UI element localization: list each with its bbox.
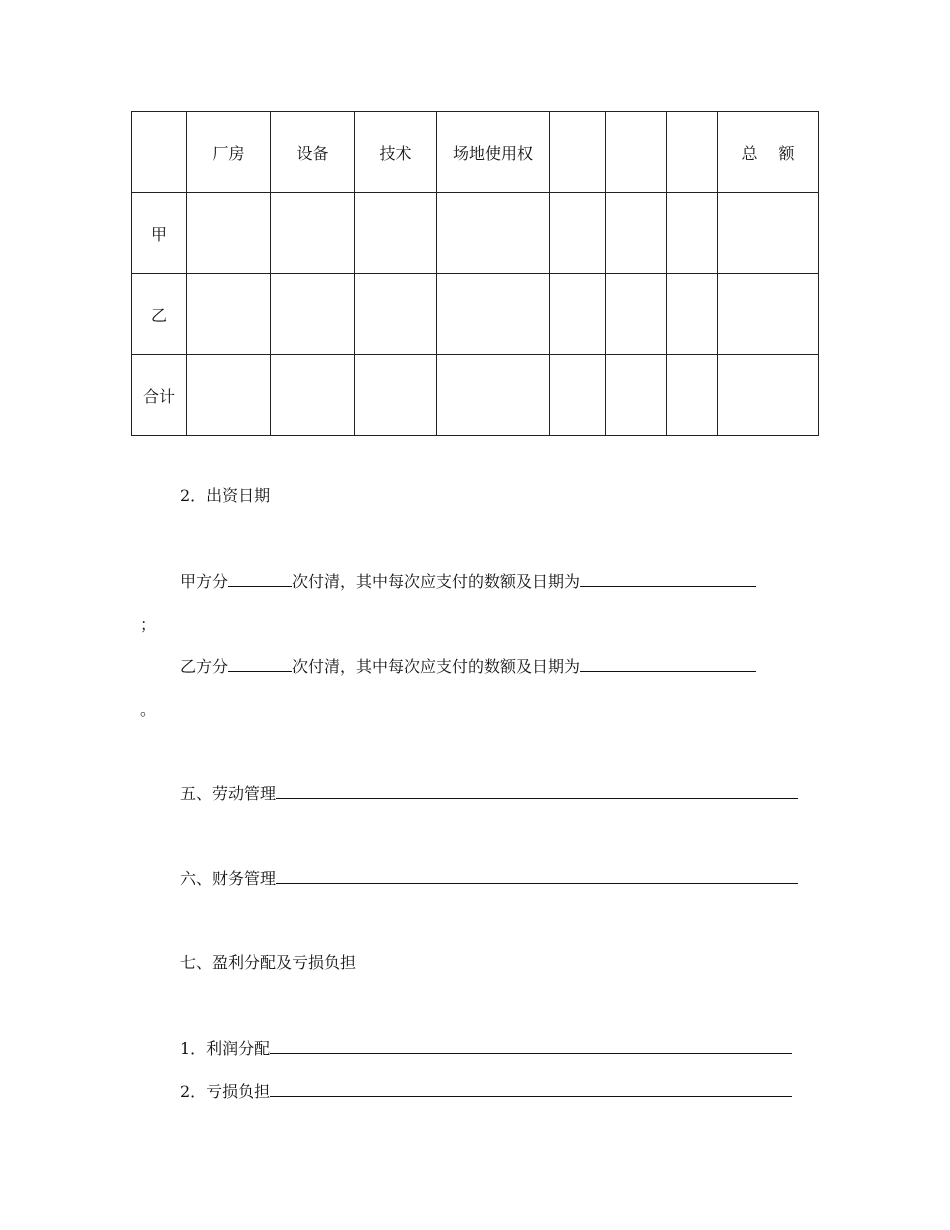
table-cell[interactable]: [550, 274, 606, 355]
table-cell[interactable]: [718, 355, 819, 436]
party-a-prefix: 甲方分: [180, 572, 229, 591]
table-header-row: [132, 112, 819, 193]
header-cell: 场地使用权: [437, 112, 550, 193]
header-cell-total: 总 额: [718, 112, 819, 193]
table-cell[interactable]: [187, 193, 271, 274]
labor-label: 五、劳动管理: [180, 784, 277, 803]
table-cell[interactable]: [355, 193, 437, 274]
header-cell: [667, 112, 718, 193]
party-a-count-blank[interactable]: [228, 568, 292, 587]
table-cell[interactable]: [606, 193, 667, 274]
row-label: 乙: [132, 274, 187, 355]
header-cell: [606, 112, 667, 193]
row-label: 合计: [132, 355, 187, 436]
profit-dist-line: [180, 1035, 792, 1059]
table-cell[interactable]: [437, 355, 550, 436]
labor-line: [180, 780, 798, 804]
party-a-middle: 次付清，其中每次应支付的数额及日期为: [292, 572, 581, 591]
row-label: 甲: [132, 193, 187, 274]
table-cell[interactable]: [187, 274, 271, 355]
profit-dist-label: 1．利润分配: [180, 1039, 271, 1058]
loss-label: 2．亏损负担: [180, 1082, 271, 1101]
table-cell[interactable]: [355, 355, 437, 436]
header-cell: [550, 112, 606, 193]
table-cell[interactable]: [550, 355, 606, 436]
party-b-end-mark: 。: [140, 700, 157, 719]
table-cell[interactable]: [718, 274, 819, 355]
table-row: [132, 355, 819, 436]
finance-line: [180, 865, 798, 889]
table-cell[interactable]: [667, 355, 718, 436]
header-cell: 厂房: [187, 112, 271, 193]
table-cell[interactable]: [667, 274, 718, 355]
table-cell[interactable]: [271, 355, 355, 436]
finance-label: 六、财务管理: [180, 869, 277, 888]
table-cell[interactable]: [437, 193, 550, 274]
table-cell[interactable]: [187, 355, 271, 436]
loss-line: [180, 1078, 792, 1102]
party-a-line: [180, 568, 756, 592]
profit-heading: 七、盈利分配及亏损负担: [180, 953, 357, 972]
table-cell[interactable]: [271, 193, 355, 274]
party-b-middle: 次付清，其中每次应支付的数额及日期为: [292, 657, 581, 676]
profit-dist-blank[interactable]: [270, 1035, 792, 1054]
table-cell[interactable]: [667, 193, 718, 274]
investment-table: [131, 111, 819, 436]
table-cell[interactable]: [718, 193, 819, 274]
table-cell[interactable]: [606, 274, 667, 355]
table-cell[interactable]: [437, 274, 550, 355]
party-a-detail-blank[interactable]: [580, 568, 756, 587]
table-row: [132, 193, 819, 274]
section-2-heading: 2．出资日期: [180, 486, 271, 505]
finance-blank[interactable]: [276, 865, 798, 884]
table-cell[interactable]: [271, 274, 355, 355]
header-cell: 设备: [271, 112, 355, 193]
loss-blank[interactable]: [270, 1078, 792, 1097]
table-cell[interactable]: [550, 193, 606, 274]
table-cell[interactable]: [355, 274, 437, 355]
party-b-prefix: 乙方分: [180, 657, 229, 676]
labor-blank[interactable]: [276, 780, 798, 799]
header-cell: 技术: [355, 112, 437, 193]
party-b-line: [180, 653, 756, 677]
header-cell: [132, 112, 187, 193]
party-b-detail-blank[interactable]: [580, 653, 756, 672]
table-row: [132, 274, 819, 355]
party-a-end-mark: ；: [140, 615, 157, 634]
party-b-count-blank[interactable]: [228, 653, 292, 672]
table-cell[interactable]: [606, 355, 667, 436]
